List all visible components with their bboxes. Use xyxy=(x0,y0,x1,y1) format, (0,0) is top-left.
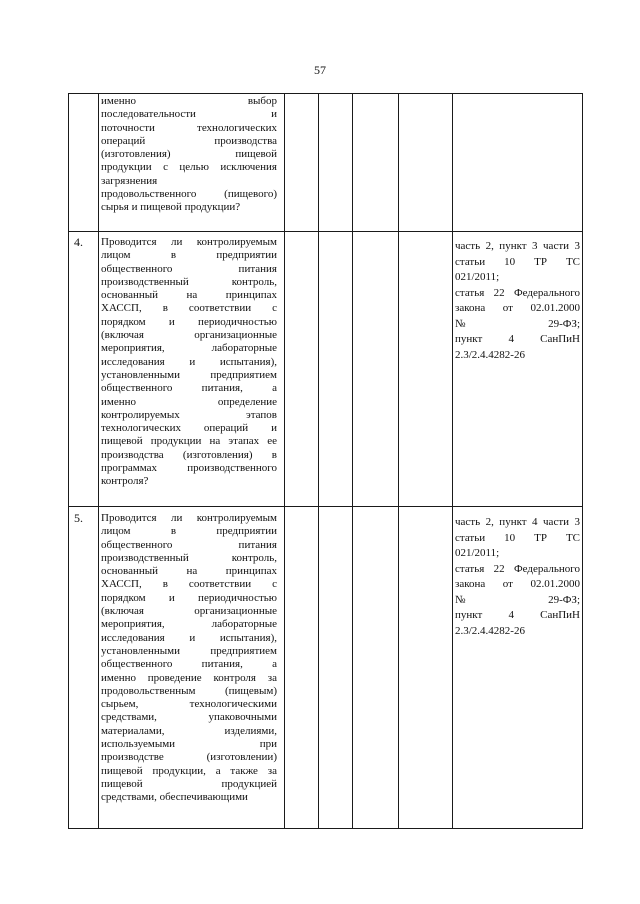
text-line: (изготовления) пищевой xyxy=(101,148,277,161)
text-line: установленными предприятием xyxy=(101,368,277,381)
text-line: пищевой продукции, а также за xyxy=(101,764,277,777)
page-number: 57 xyxy=(314,63,326,77)
text-line: часть 2, пункт 4 части 3 xyxy=(455,516,580,528)
text-line: общественного питания xyxy=(101,538,277,551)
text-line: лицом в предприятии xyxy=(101,249,277,262)
text-line: основанный на принципах xyxy=(101,289,277,302)
table-line xyxy=(68,506,582,507)
text-line: исследования и испытания), xyxy=(101,355,277,368)
text-line: ХАССП, в соответствии с xyxy=(101,302,277,315)
text-line: статьи 10 ТР ТС xyxy=(455,255,580,268)
text-line: производственный контроль, xyxy=(101,275,277,288)
table-line xyxy=(68,93,69,829)
text-line: последовательности и xyxy=(101,108,277,121)
text-line: пункт 4 СанПиН xyxy=(455,333,580,345)
text-line: производства (изготовления) в xyxy=(101,448,277,461)
text-line: установленными предприятием xyxy=(101,644,277,657)
text-line: продовольственного (пищевого) xyxy=(101,188,277,201)
text-line: средствами, обеспечивающими xyxy=(101,791,248,804)
text-line: пищевой продукции на этапах ее xyxy=(101,435,277,448)
text-line: ХАССП, в соответствии с xyxy=(101,578,277,591)
row-question-continued xyxy=(101,95,277,215)
text-line: мероприятия, лабораторные xyxy=(101,618,277,631)
text-line: пищевой продукцией xyxy=(101,777,277,790)
table-line xyxy=(68,231,582,232)
table-line xyxy=(452,93,453,829)
text-line: (включая организационные xyxy=(101,605,277,618)
table-line xyxy=(352,93,353,829)
text-line: часть 2, пункт 3 части 3 xyxy=(455,240,580,252)
text-line: 021/2011; xyxy=(455,271,500,283)
text-line: статьи 10 ТР ТС xyxy=(455,531,580,544)
table-line xyxy=(98,93,99,829)
text-line: материалами, изделиями, xyxy=(101,724,277,737)
text-line: контроля? xyxy=(101,475,149,488)
text-line: используемыми при xyxy=(101,738,277,751)
text-line: порядком и периодичностью xyxy=(101,315,277,328)
text-line: 2.3/2.4.4282-26 xyxy=(455,348,525,361)
row-number: 4. xyxy=(74,235,83,249)
text-line: закона от 02.01.2000 xyxy=(455,302,580,314)
text-line: 2.3/2.4.4282-26 xyxy=(455,624,525,637)
text-line: лицом в предприятии xyxy=(101,525,277,538)
text-line: продовольственным (пищевым) xyxy=(101,684,277,697)
row-question xyxy=(101,512,277,805)
text-line: закона от 02.01.2000 xyxy=(455,578,580,590)
text-line: именно определение xyxy=(101,395,277,408)
text-line: производстве (изготовлении) xyxy=(101,751,277,764)
text-line: мероприятия, лабораторные xyxy=(101,342,277,355)
table-line xyxy=(398,93,399,829)
row-legal-reference xyxy=(455,240,580,364)
text-line: производственный контроль, xyxy=(101,551,277,564)
table-line xyxy=(68,828,582,829)
text-line: Проводится ли контролируемым xyxy=(101,512,277,524)
text-line: загрязнения xyxy=(101,174,158,187)
text-line: (включая организационные xyxy=(101,329,277,342)
text-line: именно выбор xyxy=(101,95,277,107)
table-line xyxy=(68,93,582,94)
text-line: исследования и испытания), xyxy=(101,631,277,644)
table-line xyxy=(582,93,583,829)
text-line: сырьем, технологическими xyxy=(101,698,277,711)
text-line: контролируемых этапов xyxy=(101,408,277,421)
text-line: Проводится ли контролируемым xyxy=(101,236,277,248)
text-line: пункт 4 СанПиН xyxy=(455,609,580,621)
text-line: продукции с целью исключения xyxy=(101,161,277,174)
text-line: № 29-ФЗ; xyxy=(455,317,580,330)
table-line xyxy=(318,93,319,829)
text-line: общественного питания, а xyxy=(101,658,277,671)
table-line xyxy=(284,93,285,829)
text-line: основанный на принципах xyxy=(101,565,277,578)
text-line: технологических операций и xyxy=(101,422,277,435)
text-line: программах производственного xyxy=(101,462,277,475)
text-line: статья 22 Федерального xyxy=(455,286,580,299)
text-line: операций производства xyxy=(101,134,277,147)
row-question xyxy=(101,236,277,489)
text-line: сырья и пищевой продукции? xyxy=(101,201,241,214)
row-number: 5. xyxy=(74,511,83,525)
text-line: № 29-ФЗ; xyxy=(455,593,580,606)
text-line: статья 22 Федерального xyxy=(455,562,580,575)
text-line: общественного питания, а xyxy=(101,382,277,395)
text-line: именно проведение контроля за xyxy=(101,671,277,684)
text-line: общественного питания xyxy=(101,262,277,275)
text-line: поточности технологических xyxy=(101,121,277,134)
text-line: порядком и периодичностью xyxy=(101,591,277,604)
text-line: средствами, упаковочными xyxy=(101,711,277,724)
text-line: 021/2011; xyxy=(455,547,500,559)
row-legal-reference xyxy=(455,516,580,640)
